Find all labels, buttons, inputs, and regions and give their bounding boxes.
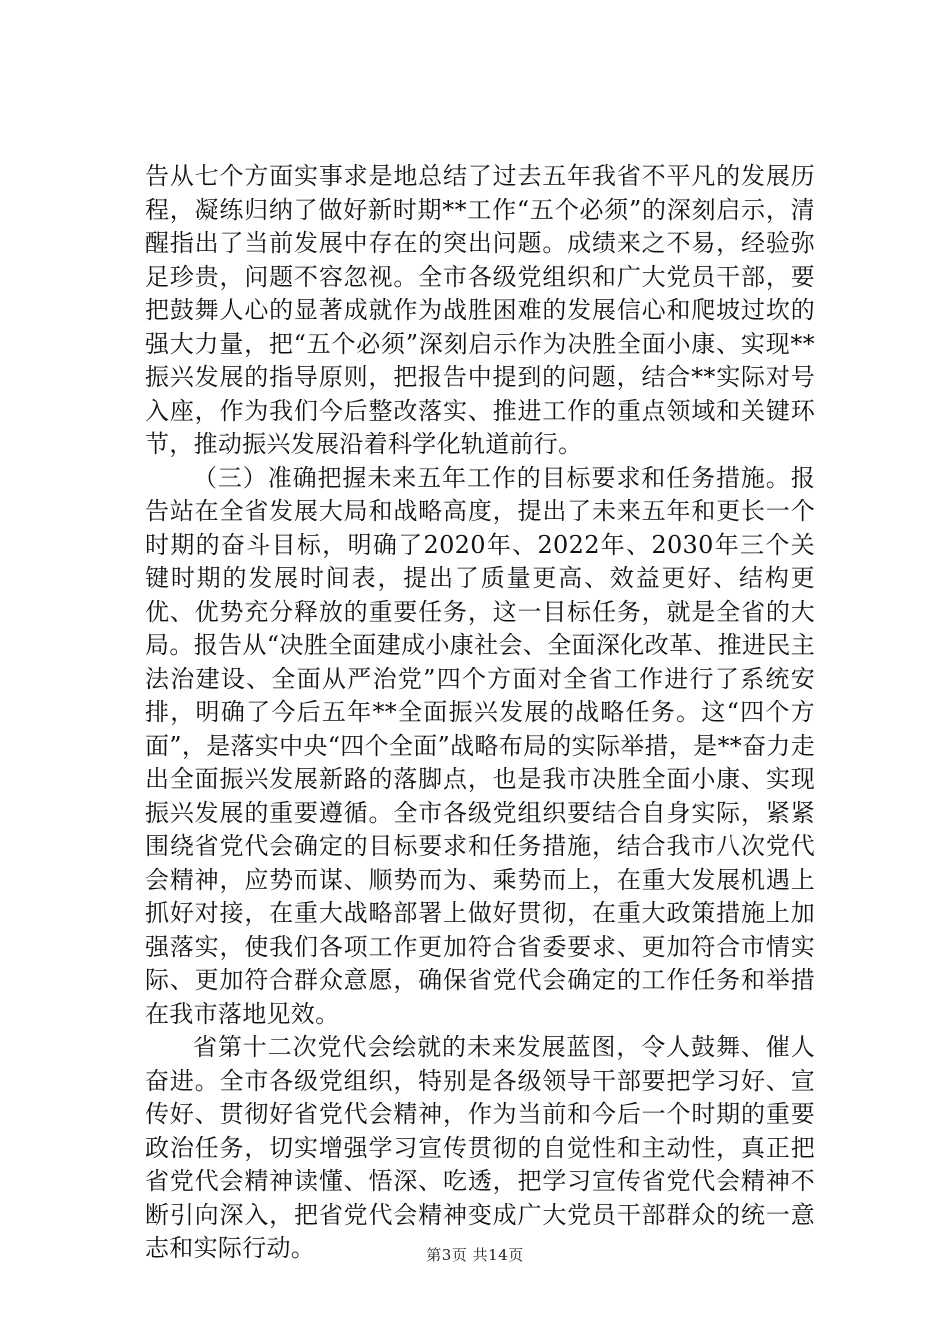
document-body bbox=[145, 160, 815, 1266]
paragraph-continued: 告从七个方面实事求是地总结了过去五年我省不平凡的发展历程，凝练归纳了做好新时期**工作“五个必须”的深刻启示，清醒指出了当前发展中存在的突出问题。成绩来之不易，经验弥足珍贵，问题不容忽视。全市各级党组织和广大党员干部，要把鼓舞人心的显著成就作为战胜困难的发展信心和爬坡过坎的强大力量，把“五个必须”深刻启示作为决胜全面小康、实现**振兴发展的指导原则，把报告中提到的问题，结合**实际对号入座，作为我们今后整改落实、推进工作的重点领域和关键环节，推动振兴发展沿着科学化轨道前行。 bbox=[145, 162, 815, 458]
page-number-footer: 第3页 共14页 bbox=[426, 1246, 524, 1264]
paragraph-conclusion: 省第十二次党代会绘就的未来发展蓝图，令人鼓舞、催人奋进。全市各级党组织，特别是各级领导干部要把学习好、宣传好、贯彻好省党代会精神，作为当前和今后一个时期的重要政治任务，切实增强学习宣传贯彻的自觉性和主动性，真正把省党代会精神读懂、悟深、吃透，把学习宣传省党代会精神不断引向深入，把省党代会精神变成广大党员干部群众的统一意志和实际行动。 bbox=[145, 1033, 815, 1262]
paragraph-section-three: （三）准确把握未来五年工作的目标要求和任务措施。报告站在全省发展大局和战略高度，提出了未来五年和更长一个时期的奋斗目标，明确了2020年、2022年、2030年三个关键时期的发展时间表，提出了质量更高、效益更好、结构更优、优势充分释放的重要任务，这一目标任务，就是全省的大局。报告从“决胜全面建成小康社会、全面深化改革、推进民主法治建设、全面从严治党”四个方面对全省工作进行了系统安排，明确了今后五年**全面振兴发展的战略任务。这“四个方面”，是落实中央“四个全面”战略布局的实际举措，是**奋力走出全面振兴发展新路的落脚点，也是我市决胜全面小康、实现振兴发展的重要遵循。全市各级党组织要结合自身实际，紧紧围绕省党代会确定的目标要求和任务措施，结合我市八次党代会精神，应势而谋、顺势而为、乘势而上，在重大发展机遇上抓好对接，在重大战略部署上做好贯彻，在重大政策措施上加强落实，使我们各项工作更加符合省委要求、更加符合市情实际、更加符合群众意愿，确保省党代会确定的工作任务和举措在我市落地见效。 bbox=[145, 463, 815, 1028]
